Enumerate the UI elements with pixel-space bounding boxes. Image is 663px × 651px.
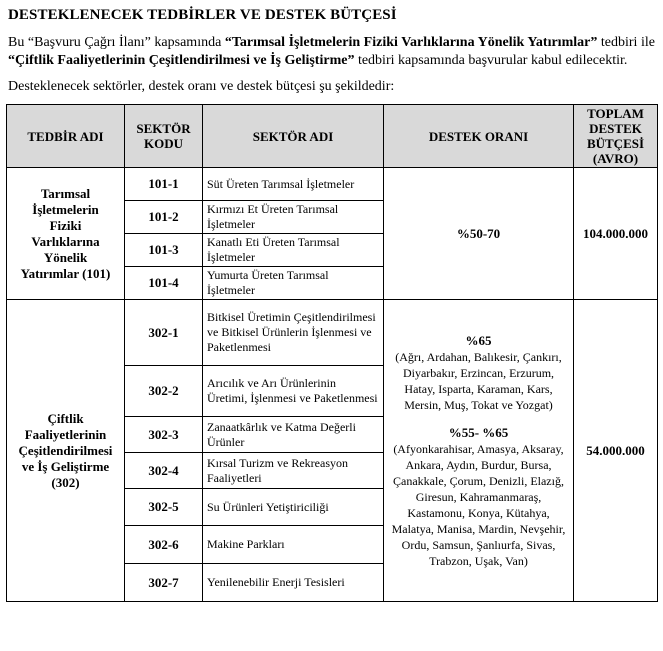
support-rate-302 (384, 300, 574, 602)
sector-code: 101-4 (125, 267, 203, 300)
intro-text-3: tedbiri kapsamında başvurular kabul edilecektir. (354, 53, 628, 68)
sector-name: Makine Parkları (203, 526, 384, 564)
province-list: (Ağrı, Ardahan, Balıkesir, Çankırı, Diyarbakır, Erzincan, Erzurum, Hatay, Isparta, Karaman, Kars, Mersin, Muş, Tokat ve Yozgat) (395, 349, 562, 412)
sector-name: Arıcılık ve Arı Ürünlerinin Üretimi, İşlenmesi ve Paketlenmesi (203, 366, 384, 417)
intro-measure-101: “Tarımsal İşletmelerin Fiziki Varlıklarına Yönelik Yatırımlar” (224, 35, 598, 50)
header-sector-name: SEKTÖR ADI (203, 105, 384, 168)
measure-name-302: Çiftlik Faaliyetlerinin Çeşitlendirilmesi ve İş Geliştirme (302) (7, 300, 125, 602)
sector-code: 302-5 (125, 489, 203, 526)
sector-name: Kanatlı Eti Üreten Tarımsal İşletmeler (203, 234, 384, 267)
budget-302: 54.000.000 (574, 300, 658, 602)
sector-code: 302-4 (125, 453, 203, 489)
table-row (7, 168, 658, 201)
sector-code: 302-1 (125, 300, 203, 366)
sector-name: Zanaatkârlık ve Katma Değerli Ürünler (203, 417, 384, 453)
sector-name: Su Ürünleri Yetiştiriciliği (203, 489, 384, 526)
sector-code: 101-2 (125, 201, 203, 234)
sector-code: 101-1 (125, 168, 203, 201)
header-measure-name: TEDBİR ADI (7, 105, 125, 168)
support-rate-101 (384, 168, 574, 300)
support-budget-table (6, 104, 658, 602)
sector-name: Kırsal Turizm ve Rekreasyon Faaliyetleri (203, 453, 384, 489)
sector-name: Yenilenebilir Enerji Tesisleri (203, 564, 384, 602)
sector-code: 302-2 (125, 366, 203, 417)
intro-text-2: tedbiri ile (597, 35, 656, 50)
budget-101: 104.000.000 (574, 168, 658, 300)
lead-sentence: Desteklenecek sektörler, destek oranı ve destek bütçesi şu şekildedir: (8, 79, 395, 94)
intro-text-1: Bu “Başvuru Çağrı İlanı” kapsamında (8, 35, 225, 50)
measure-name-101: Tarımsal İşletmelerin Fiziki Varlıklarına Yönelik Yatırımlar (101) (7, 168, 125, 300)
sector-name: Kırmızı Et Üreten Tarımsal İşletmeler (203, 201, 384, 234)
header-total-budget: TOPLAM DESTEK BÜTÇESİ (AVRO) (574, 105, 658, 168)
table-row (7, 300, 658, 366)
sector-name: Süt Üreten Tarımsal İşletmeler (203, 168, 384, 201)
sector-name: Bitkisel Üretimin Çeşitlendirilmesi ve Bitkisel Ürünlerin İşlenmesi ve Paketlenmesi (203, 300, 384, 366)
sector-code: 302-6 (125, 526, 203, 564)
intro-measure-302: “Çiftlik Faaliyetlerinin Çeşitlendirilmesi ve İş Geliştirme” (8, 53, 355, 68)
rate-value: %65 (465, 332, 492, 348)
province-list: (Afyonkarahisar, Amasya, Aksaray, Ankara, Aydın, Burdur, Bursa, Çanakkale, Çorum, Denizli, Elazığ, Giresun, Kahramanmaraş, Kastamonu, Konya, Kütahya, Malatya, Manisa, Mardin, Nevşehir, Ordu, Samsun, Şanlıurfa, Sivas, Trabzon, Uşak, Van) (391, 441, 566, 568)
document-title: DESTEKLENECEK TEDBİRLER VE DESTEK BÜTÇESİ (8, 7, 397, 23)
rate-group-spacer (388, 413, 569, 425)
header-sector-code: SEKTÖR KODU (125, 105, 203, 168)
sector-code: 302-3 (125, 417, 203, 453)
sector-code: 302-7 (125, 564, 203, 602)
table-header-row (7, 105, 658, 168)
intro-paragraph (8, 34, 655, 70)
sector-code: 101-3 (125, 234, 203, 267)
rate-value: %50-70 (456, 225, 501, 241)
sector-name: Yumurta Üreten Tarımsal İşletmeler (203, 267, 384, 300)
header-support-rate: DESTEK ORANI (384, 105, 574, 168)
rate-value: %55- %65 (448, 424, 509, 440)
